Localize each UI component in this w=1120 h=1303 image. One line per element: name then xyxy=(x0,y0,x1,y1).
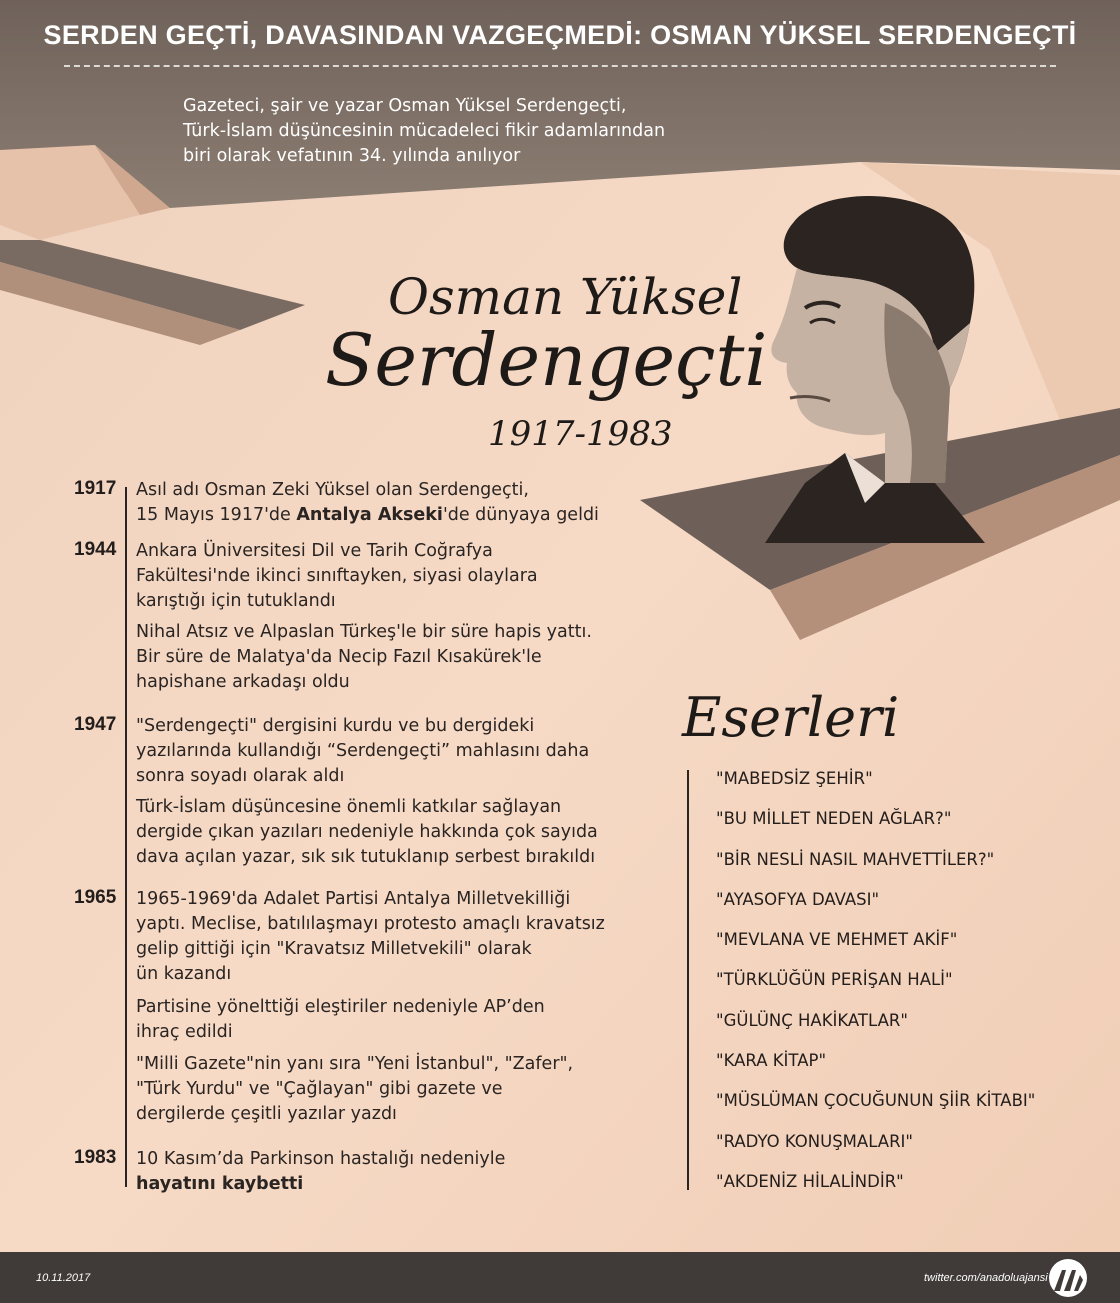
works-item: "MEVLANA VE MEHMET AKİF" xyxy=(716,930,958,950)
timeline-line-text: Nihal Atsız ve Alpaslan Türkeş'le bir süre hapis yattı. xyxy=(136,622,592,642)
timeline-line-text: ün kazandı xyxy=(136,964,232,984)
works-item: "RADYO KONUŞMALARI" xyxy=(716,1131,913,1151)
works-item: "TÜRKLÜĞÜN PERİŞAN HALİ" xyxy=(716,970,953,990)
header-divider xyxy=(64,65,1056,67)
works-item: "KARA KİTAP" xyxy=(716,1051,827,1071)
timeline-line xyxy=(125,487,127,1187)
timeline-line-text xyxy=(136,503,656,528)
timeline-line-text xyxy=(136,1172,656,1197)
timeline-entry-1917 xyxy=(136,478,656,528)
timeline-line-text: 10 Kasım’da Parkinson hastalığı nedeniyle xyxy=(136,1149,506,1169)
timeline-line-text: Fakültesi'nde ikinci sınıftayken, siyasi olaylara xyxy=(136,566,538,586)
works-item: "MABEDSİZ ŞEHİR" xyxy=(716,769,873,788)
timeline-line-text: yaptı. Meclise, batılılaşmayı protesto amaçlı kravatsız xyxy=(136,914,605,934)
timeline-entry-1965-b xyxy=(136,995,656,1045)
works-title: Eserleri xyxy=(682,686,900,749)
timeline-entry-1983 xyxy=(136,1147,656,1197)
page-title: SERDEN GEÇTİ, DAVASINDAN VAZGEÇMEDİ: OSMAN YÜKSEL SERDENGEÇTİ xyxy=(43,20,1077,50)
works-item: "GÜLÜNÇ HAKİKATLAR" xyxy=(716,1010,908,1030)
timeline-text-pre: 15 Mayıs 1917'de xyxy=(136,505,297,525)
hero-name-first: Osman Yüksel xyxy=(388,268,743,326)
timeline-line-text: "Türk Yurdu" ve "Çağlayan" gibi gazete ve xyxy=(136,1079,503,1099)
timeline-line-text: "Serdengeçti" dergisini kurdu ve bu dergideki xyxy=(136,716,535,736)
timeline-line-text: sonra soyadı olarak aldı xyxy=(136,766,345,786)
timeline-text-bold: hayatını kaybetti xyxy=(136,1174,304,1194)
header-subtitle xyxy=(183,94,743,169)
works-item: "MÜSLÜMAN ÇOCUĞUNUN ŞİİR KİTABI" xyxy=(716,1091,1036,1111)
timeline-year: 1944 xyxy=(74,539,117,560)
footer-social-link[interactable]: twitter.com/anadoluajansi xyxy=(924,1272,1048,1284)
timeline-line-text: yazılarında kullandığı “Serdengeçti” mahlasını daha xyxy=(136,741,590,761)
timeline-line-text: karıştığı için tutuklandı xyxy=(136,591,336,611)
timeline-text-post: 'de dünyaya geldi xyxy=(442,505,599,525)
works-list xyxy=(716,766,1035,1209)
timeline-line-text: Partisine yönelttiği eleştiriler nedeniyle AP’den xyxy=(136,997,545,1017)
timeline-year: 1983 xyxy=(74,1147,117,1168)
timeline-line-text: ihraç edildi xyxy=(136,1022,233,1042)
timeline-line-text: hapishane arkadaşı oldu xyxy=(136,672,350,692)
works-item: "AYASOFYA DAVASI" xyxy=(716,889,880,909)
timeline-line-text: gelip gittiği için "Kravatsız Milletvekili" olarak xyxy=(136,939,532,959)
timeline-line-text: Asıl adı Osman Zeki Yüksel olan Serdengeçti, xyxy=(136,480,529,500)
timeline-entry-1944-a xyxy=(136,539,656,614)
timeline-line-text: 1965-1969'da Adalet Partisi Antalya Milletvekilliği xyxy=(136,889,571,909)
hero-name-last: Serdengeçti xyxy=(325,318,768,402)
timeline-line-text: Türk-İslam düşüncesine önemli katkılar sağlayan xyxy=(136,797,562,817)
timeline-year: 1965 xyxy=(74,887,117,908)
timeline-year: 1917 xyxy=(74,478,117,499)
timeline-year: 1947 xyxy=(74,714,117,735)
timeline-text-bold: Antalya Akseki xyxy=(296,505,443,525)
timeline-entry-1947-b xyxy=(136,795,656,870)
timeline-line-text: dergilerde çeşitli yazılar yazdı xyxy=(136,1104,397,1124)
portrait-illustration xyxy=(735,183,985,543)
hero-years: 1917-1983 xyxy=(488,414,673,454)
timeline-line-text: Ankara Üniversitesi Dil ve Tarih Coğrafya xyxy=(136,541,493,561)
subtitle-line: Gazeteci, şair ve yazar Osman Yüksel Serdengeçti, xyxy=(183,96,627,116)
timeline-line-text: dava açılan yazar, sık sık tutuklanıp serbest bırakıldı xyxy=(136,847,596,867)
works-item: "AKDENİZ HİLALİNDİR" xyxy=(716,1171,904,1191)
timeline-line-text: "Milli Gazete"nin yanı sıra "Yeni İstanbul", "Zafer", xyxy=(136,1054,574,1074)
timeline-entry-1965-a xyxy=(136,887,656,987)
subtitle-line: Türk-İslam düşüncesinin mücadeleci fikir adamlarından xyxy=(183,121,666,141)
aa-logo-icon xyxy=(1048,1258,1088,1298)
works-item: "BİR NESLİ NASIL MAHVETTİLER?" xyxy=(716,849,995,869)
subtitle-line: biri olarak vefatının 34. yılında anılıyor xyxy=(183,146,521,166)
timeline-line-text: dergide çıkan yazıları nedeniyle hakkında çok sayıda xyxy=(136,822,598,842)
timeline-line-text: Bir süre de Malatya'da Necip Fazıl Kısakürek'le xyxy=(136,647,542,667)
timeline-entry-1965-c xyxy=(136,1052,656,1127)
timeline-entry-1947-a xyxy=(136,714,656,789)
footer-date: 10.11.2017 xyxy=(36,1272,91,1284)
works-divider xyxy=(687,770,689,1190)
works-item: "BU MİLLET NEDEN AĞLAR?" xyxy=(716,809,952,829)
timeline-entry-1944-b xyxy=(136,620,656,695)
